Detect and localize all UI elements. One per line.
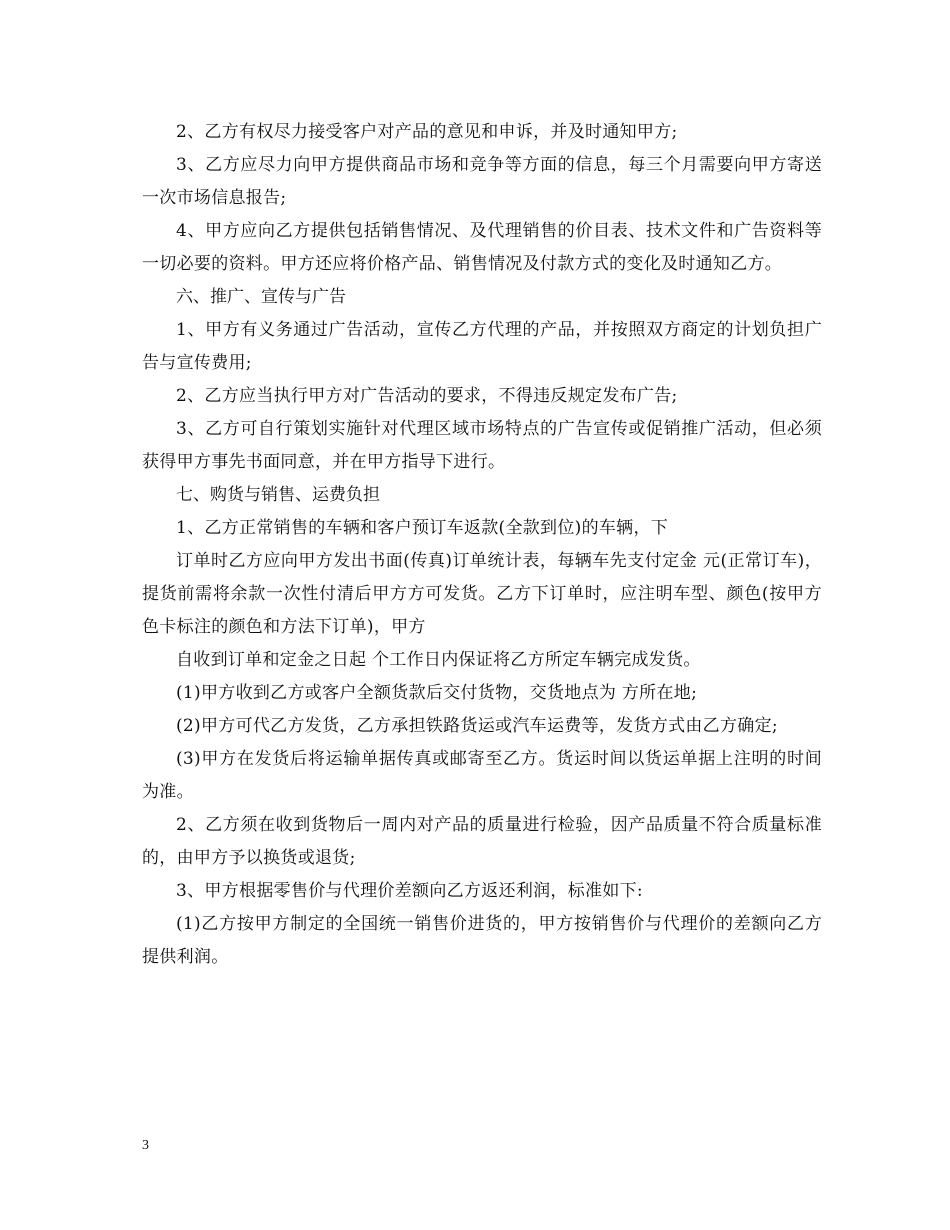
paragraph-clause-6-3: 3、乙方可自行策划实施针对代理区域市场特点的广告宣传或促销推广活动，但必须获得甲方事先书面同意，并在甲方指导下进行。	[142, 419, 822, 472]
paragraph-clause-7-1-delivery: 自收到订单和定金之日起 个工作日内保证将乙方所定车辆完成发货。	[176, 650, 701, 670]
document-body	[142, 116, 822, 974]
section-heading-7: 七、购货与销售、运费负担	[176, 485, 380, 505]
paragraph-subclause-3: (3)甲方在发货后将运输单据传真或邮寄至乙方。货运时间以货运单据上注明的时间为准。	[142, 749, 822, 802]
paragraph-subclause-1: (1)甲方收到乙方或客户全额货款后交付货物，交货地点为 方所在地;	[176, 683, 698, 703]
page-number: 3	[142, 1138, 149, 1153]
paragraph-clause-5-4: 4、甲方应向乙方提供包括销售情况、及代理销售的价目表、技术文件和广告资料等一切必要的资料。甲方还应将价格产品、销售情况及付款方式的变化及时通知乙方。	[142, 221, 822, 274]
paragraph-clause-6-1: 1、甲方有义务通过广告活动，宣传乙方代理的产品，并按照双方商定的计划负担广告与宣传费用;	[142, 320, 822, 373]
paragraph-subclause-2: (2)甲方可代乙方发货，乙方承担铁路货运或汽车运费等，发货方式由乙方确定;	[176, 716, 778, 736]
paragraph-clause-7-1: 1、乙方正常销售的车辆和客户预订车返款(全款到位)的车辆，下	[176, 518, 669, 538]
paragraph-clause-7-1-order: 订单时乙方应向甲方发出书面(传真)订单统计表，每辆车先支付定金 元(正常订车)，提货前需将余款一次性付清后甲方方可发货。乙方下订单时，应注明车型、颜色(按甲方色卡标注的颜色和方法下订单)，甲方	[142, 551, 822, 637]
paragraph-clause-7-2: 2、乙方须在收到货物后一周内对产品的质量进行检验，因产品质量不符合质量标准的，由甲方予以换货或退货;	[142, 815, 822, 868]
paragraph-clause-7-3: 3、甲方根据零售价与代理价差额向乙方返还利润，标准如下:	[176, 881, 643, 901]
paragraph-clause-6-2: 2、乙方应当执行甲方对广告活动的要求，不得违反规定发布广告;	[176, 386, 678, 406]
section-heading-6: 六、推广、宣传与广告	[176, 287, 346, 307]
paragraph-subclause-profit-1: (1)乙方按甲方制定的全国统一销售价进货的，甲方按销售价与代理价的差额向乙方提供利润。	[142, 914, 822, 967]
paragraph-clause-5-3: 3、乙方应尽力向甲方提供商品市场和竞争等方面的信息，每三个月需要向甲方寄送一次市场信息报告;	[142, 155, 822, 208]
paragraph-clause-5-2: 2、乙方有权尽力接受客户对产品的意见和申诉，并及时通知甲方;	[176, 122, 678, 142]
